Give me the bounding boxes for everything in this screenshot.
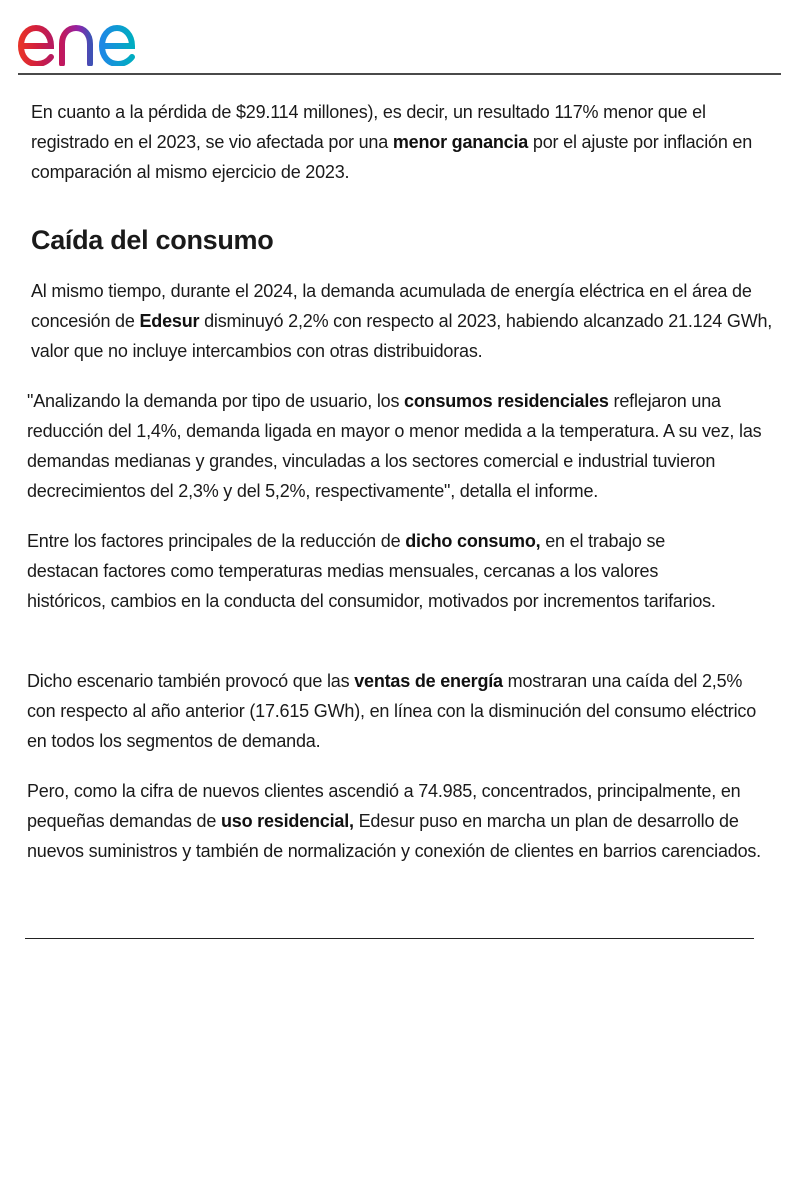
paragraph-clients — [27, 776, 772, 866]
paragraph-quote — [27, 386, 772, 506]
p2-text: "Analizando la demanda por tipo de usuario, los — [27, 391, 405, 411]
paragraph-demand — [31, 276, 776, 366]
p1-bold: Edesur — [139, 311, 200, 331]
enel-logo[interactable] — [18, 8, 170, 71]
intro-text-end: por el ajuste por inflación en comparación al mismo ejercicio de 2023. — [31, 132, 753, 182]
p1-text: Al mismo tiempo, durante el 2024, la demanda acumulada de energía eléctrica en el área de concesión de — [31, 281, 752, 331]
paragraph-sales — [27, 666, 772, 756]
intro-paragraph — [31, 97, 776, 187]
p2-bold: consumos residenciales — [404, 391, 609, 411]
p5-text: Pero, como la cifra de nuevos clientes ascendió a 74.985, concentrados, principalmente, en pequeñas demandas de — [27, 781, 741, 831]
p4-bold: ventas de energía — [354, 671, 503, 691]
p3-text: Entre los factores principales de la reducción de — [27, 531, 406, 551]
intro-bold: menor ganancia — [392, 132, 529, 152]
p2-text-end: reflejaron una reducción del 1,4%, demanda ligada en mayor o menor medida a la temperatura. A su vez, las demandas medianas y grandes, vinculadas a los sectores comercial e industrial tuvieron decrecimientos del 2,3% y del 5,2%, respectivamente", detalla el informe. — [27, 391, 762, 501]
intro-text: En cuanto a la pérdida de $29.114 millones), es decir, un resultado 117% menor que el registrado en el 2023, se vio afectada por una — [31, 102, 706, 152]
divider — [25, 938, 754, 939]
p1-text-end: disminuyó 2,2% con respecto al 2023, habiendo alcanzado 21.124 GWh, valor que no incluye intercambios con otras distribuidoras. — [31, 311, 773, 361]
p4-text-end: mostraran una caída del 2,5% con respecto al año anterior (17.615 GWh), en línea con la disminución del consumo eléctrico en todos los segmentos de demanda. — [27, 671, 757, 751]
p5-bold: uso residencial, — [220, 811, 354, 831]
site-header — [18, 0, 781, 75]
p3-text-end: en el trabajo se destacan factores como temperaturas medias mensuales, cercanas a los valores históricos, cambios en la conducta del consumidor, motivados por incrementos tarifarios. — [27, 531, 716, 611]
p3-bold: dicho consumo, — [405, 531, 541, 551]
enel-logo-graphic — [18, 8, 170, 66]
p5-text-end: Edesur puso en marcha un plan de desarrollo de nuevos suministros y también de normalización y conexión de clientes en barrios carenciados. — [27, 811, 761, 861]
section-title: Caída del consumo — [31, 225, 274, 255]
p4-text: Dicho escenario también provocó que las — [27, 671, 355, 691]
paragraph-factors — [27, 526, 727, 616]
